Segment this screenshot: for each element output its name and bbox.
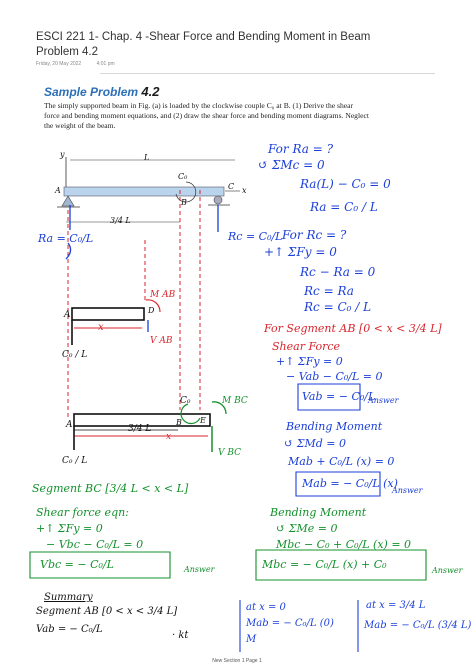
page-date: Friday, 20 May 2022 — [36, 61, 82, 67]
for-ra: For Ra = ? — [268, 142, 334, 156]
answer-4: Answer — [432, 566, 463, 575]
mbc-eq: Mbc − C₀ + C₀/L (x) = 0 — [276, 538, 412, 551]
page-title-line1: ESCI 221 1- Chap. 4 -Shear Force and Bending Moment in Beam — [36, 31, 371, 43]
fbd1-V: V AB — [150, 336, 173, 346]
mbc-val: Mbc = − C₀/L (x) + C₀ — [262, 558, 387, 571]
mab-eq: Mab + C₀/L (x) = 0 — [288, 455, 395, 468]
mab-at-0: Mab = − C₀/L (0) — [246, 618, 334, 629]
fbd2-B: B — [176, 418, 182, 427]
fbd2-E: E — [200, 416, 206, 425]
fbd2-x: x — [166, 432, 172, 442]
sum-me: ↺ ΣMe = 0 — [276, 522, 338, 535]
answer-1: Answer — [368, 396, 399, 405]
fbd1-beam — [72, 308, 144, 320]
roller-support — [214, 196, 222, 204]
shear-force-title: Shear Force — [272, 340, 341, 353]
fbd1-M: M AB — [150, 290, 176, 300]
fbd1-x: x — [98, 322, 104, 333]
answer-2: Answer — [392, 486, 423, 495]
fig-x: x — [242, 186, 247, 195]
page-footer: New Section 1 Page 1 — [212, 658, 262, 664]
page-title-line2: Problem 4.2 — [36, 46, 99, 58]
vbc-eq: − Vbc − C₀/L = 0 — [46, 538, 144, 551]
fbd2-reaction: C₀ / L — [62, 456, 88, 466]
beam-figure — [57, 157, 240, 222]
sum-fy-2: +↑ ΣFy = 0 — [276, 355, 343, 368]
fbd2-three-four-L: 3/4 L — [128, 424, 152, 434]
segment-bc-title: Segment BC [3/4 L < x < L] — [32, 482, 189, 495]
answer-3: Answer — [184, 565, 215, 574]
fbd1-D: D — [148, 306, 155, 315]
fbd2-Vbc: V BC — [218, 448, 242, 458]
at-x-0: at x = 0 — [246, 602, 286, 613]
fbd2-A: A — [66, 420, 73, 430]
rc-arrow-label: Rc = C₀/L — [228, 230, 283, 243]
pin-support — [62, 196, 74, 206]
for-rc: For Rc = ? — [282, 228, 347, 242]
fig-L: L — [144, 153, 150, 162]
fig-three-four-L: 3/4 L — [110, 216, 131, 225]
fbd2-Mbc: M BC — [222, 396, 248, 406]
vab-eq: − Vab − C₀/L = 0 — [286, 370, 383, 383]
fig-A: A — [55, 186, 61, 195]
sum-fy: +↑ ΣFy = 0 — [264, 245, 337, 259]
sample-problem-label: Sample Problem — [44, 85, 139, 99]
rc-eq2: Rc = Ra — [304, 284, 354, 298]
rc-eq1: Rc − Ra = 0 — [300, 265, 376, 279]
red-projection-lines — [68, 190, 200, 420]
ra-val: Ra = C₀ / L — [310, 200, 378, 214]
fig-C0: C₀ — [178, 172, 188, 181]
fig-C: C — [228, 182, 235, 191]
vab-val: Vab = − C₀/L — [302, 390, 376, 403]
sum-md: ↺ ΣMd = 0 — [284, 437, 347, 450]
fbd1-reaction: C₀ / L — [62, 350, 88, 360]
summary-title: Summary — [44, 592, 93, 603]
page-time: 4:01 pm — [96, 61, 115, 67]
fig-B: B — [181, 198, 187, 207]
shear-force-eqn: Shear force eqn: — [36, 506, 129, 519]
vbc-val: Vbc = − C₀/L — [40, 558, 114, 571]
ra-arrow-label: Ra = C₀/L — [38, 232, 94, 245]
fbd-segment-ab — [72, 300, 160, 345]
summary-segment: Segment AB [0 < x < 3/4 L] — [36, 606, 178, 617]
problem-statement: The simply supported beam in Fig. (a) is loaded by the clockwise couple C₀ at B. (1) Derive the shear force and bending moment equations, and (2) draw the shear force and bending moment diagrams. Neglect the weight of the beam. — [44, 101, 369, 130]
m-row: M — [246, 634, 257, 645]
segment-ab-title: For Segment AB [0 < x < 3/4 L] — [264, 322, 442, 335]
summary-vab: Vab = − C₀/L — [36, 624, 103, 635]
bending-moment-title-2: Bending Moment — [270, 506, 367, 519]
at-x-three-four-L: at x = 3/4 L — [366, 600, 426, 611]
sum-mc: ↺ ΣMc = 0 — [258, 158, 325, 172]
fig-y: y — [60, 150, 65, 159]
rc-val: Rc = C₀ / L — [304, 300, 372, 314]
mab-at-three-four-L: Mab = − C₀/L (3/4 L) — [364, 620, 472, 631]
ra-eq: Ra(L) − C₀ = 0 — [300, 177, 391, 191]
bending-moment-title: Bending Moment — [286, 420, 383, 433]
sample-problem-number: 4.2 — [141, 84, 160, 99]
sum-fy-3: +↑ ΣFy = 0 — [36, 522, 103, 535]
fbd1-A: A — [64, 310, 71, 320]
mab-val: Mab = − C₀/L (x) — [302, 477, 398, 490]
summary-kx: · kt — [172, 630, 189, 641]
fbd2-C0: C₀ — [180, 396, 191, 406]
